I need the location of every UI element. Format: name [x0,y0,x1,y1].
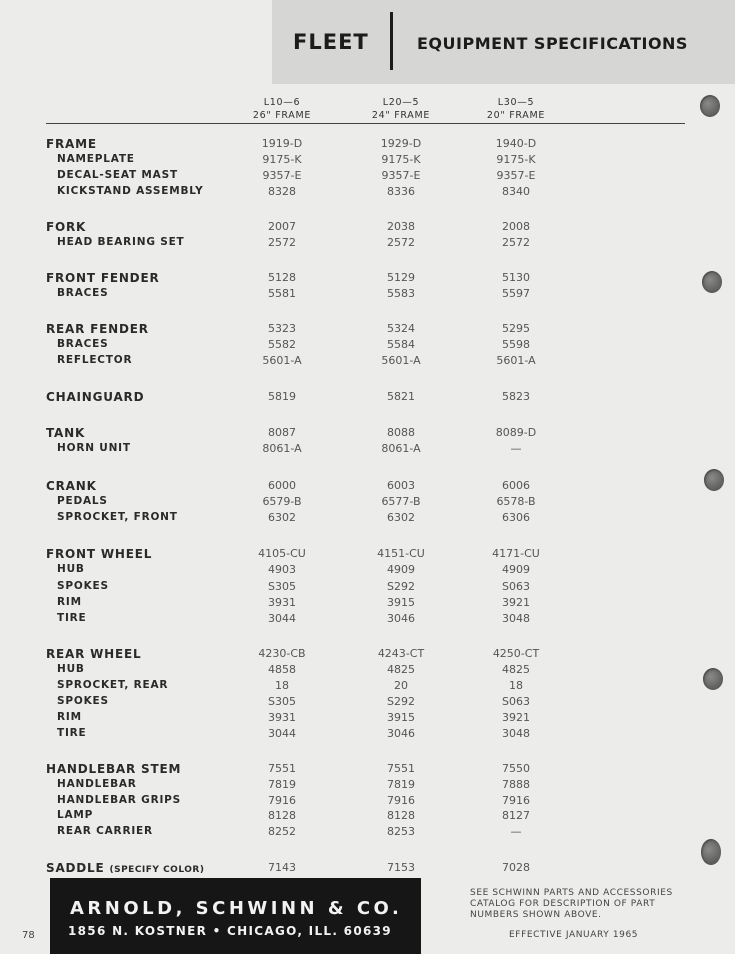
cell: 5128 [268,271,296,284]
cell: 3931 [268,711,296,724]
cell: 4243-CT [377,647,425,660]
row-label: CRANK [46,479,97,493]
cell: 9175-K [496,153,536,166]
cell: 7028 [502,861,530,874]
table-row [0,426,735,442]
cell: 3921 [502,711,530,724]
table-row [0,479,735,495]
cell: 2007 [268,220,296,233]
cell: S292 [387,695,415,708]
cell: S292 [387,580,415,593]
cell: 2572 [387,236,415,249]
cell: 9175-K [262,153,302,166]
cell: 3046 [387,727,415,740]
column-frame: 24" FRAME [371,110,431,121]
row-label: BRACES [57,338,109,350]
cell: 6003 [387,479,415,492]
binder-hole [702,271,722,293]
cell: 7153 [387,861,415,874]
row-label: FRONT FENDER [46,271,160,285]
cell: 8087 [268,426,296,439]
cell: 6577-B [381,495,421,508]
cell: 1919-D [261,137,303,150]
cell: 2572 [268,236,296,249]
cell: 7888 [502,778,530,791]
cell: 7916 [502,794,530,807]
cell: 6578-B [496,495,536,508]
row-label: TIRE [57,727,87,739]
column-header [461,96,571,122]
table-row [0,322,735,338]
cell: 7916 [387,794,415,807]
cell: 5129 [387,271,415,284]
cell: 3046 [387,612,415,625]
cell: 5323 [268,322,296,335]
table-row [0,511,735,527]
table-row [0,169,735,185]
cell: 5821 [387,390,415,403]
cell: 5601-A [381,354,421,367]
cell: 8328 [268,185,296,198]
cell: 9357-E [381,169,421,182]
row-label: KICKSTAND ASSEMBLY [57,185,204,197]
cell: — [510,825,522,838]
cell: 4151-CU [377,547,425,560]
cell: 6306 [502,511,530,524]
row-label: DECAL-SEAT MAST [57,169,178,181]
table-row [0,596,735,612]
page-number: 78 [22,930,35,941]
binder-hole [704,469,724,491]
row-label: REFLECTOR [57,354,133,366]
row-label: HUB [57,563,85,575]
cell: 7916 [268,794,296,807]
cell: 4909 [502,563,530,576]
row-label: HUB [57,663,85,675]
table-row [0,727,735,743]
table-row [0,236,735,252]
binder-hole [703,668,723,690]
row-label: LAMP [57,809,94,821]
row-label: FRAME [46,137,97,151]
cell: 5819 [268,390,296,403]
row-label: CHAINGUARD [46,390,145,404]
cell: S063 [502,695,530,708]
table-row [0,354,735,370]
cell: 3044 [268,612,296,625]
table-row [0,580,735,596]
row-label: TIRE [57,612,87,624]
cell: 4230-CB [258,647,306,660]
cell: 2008 [502,220,530,233]
effective-date: EFFECTIVE JANUARY 1965 [509,930,639,940]
table-row [0,338,735,354]
cell: 5601-A [262,354,302,367]
row-label: TANK [46,426,86,440]
catalog-note: SEE SCHWINN PARTS AND ACCESSORIES CATALOG FOR DESCRIPTION OF PART NUMBERS SHOWN ABOVE. [470,888,673,920]
column-model: L30—5 [497,97,535,108]
table-row [0,287,735,303]
cell: 6006 [502,479,530,492]
cell: 4909 [387,563,415,576]
cell: 4858 [268,663,296,676]
column-model: L10—6 [263,97,301,108]
cell: 7550 [502,762,530,775]
row-label: SPROCKET, REAR [57,679,169,691]
row-label: SPOKES [57,695,109,707]
cell: 4825 [502,663,530,676]
row-label: REAR WHEEL [46,647,142,661]
row-label: RIM [57,596,82,608]
column-frame: 20" FRAME [486,110,546,121]
table-row [0,495,735,511]
cell: 5295 [502,322,530,335]
brand-title: FLEET [293,30,369,54]
saddle-label: SADDLE [46,861,105,875]
cell: 8088 [387,426,415,439]
column-frame: 26" FRAME [252,110,312,121]
header-rule [46,123,685,124]
cell: 3048 [502,727,530,740]
cell: 7819 [268,778,296,791]
cell: 5598 [502,338,530,351]
company-address: 1856 N. KOSTNER • CHICAGO, ILL. 60639 [68,924,392,938]
cell: 5823 [502,390,530,403]
column-model: L20—5 [382,97,420,108]
cell: 8340 [502,185,530,198]
table-row [0,825,735,841]
row-label: HANDLEBAR [57,778,137,790]
company-footer-box [50,878,421,954]
row-label: PEDALS [57,495,108,507]
table-row [0,647,735,663]
table-row [0,547,735,563]
cell: 8252 [268,825,296,838]
row-label: SPROCKET, FRONT [57,511,178,523]
table-row [0,711,735,727]
cell: 2038 [387,220,415,233]
cell: 3915 [387,596,415,609]
table-row [0,695,735,711]
cell: 6302 [268,511,296,524]
binder-hole [701,839,721,865]
cell: 5601-A [496,354,536,367]
table-row [0,794,735,810]
table-row [0,563,735,579]
cell: S063 [502,580,530,593]
table-row [0,663,735,679]
cell: 3931 [268,596,296,609]
row-label: RIM [57,711,82,723]
cell: 9357-E [496,169,536,182]
cell: 3915 [387,711,415,724]
cell: 18 [275,679,289,692]
table-row [0,809,735,825]
cell: 4171-CU [492,547,540,560]
cell: 5324 [387,322,415,335]
table-row [0,390,735,406]
column-header [346,96,456,122]
cell: 5581 [268,287,296,300]
cell: 7143 [268,861,296,874]
table-row [0,778,735,794]
binder-hole [700,95,720,117]
row-label: FORK [46,220,87,234]
table-row [0,153,735,169]
cell: 1940-D [495,137,537,150]
cell: 4903 [268,563,296,576]
cell: 7819 [387,778,415,791]
cell: 8128 [387,809,415,822]
cell: 5583 [387,287,415,300]
cell: 9357-E [262,169,302,182]
cell: 8061-A [262,442,302,455]
cell: 5597 [502,287,530,300]
header-divider [390,12,393,70]
cell: 7551 [387,762,415,775]
cell: S305 [268,695,296,708]
cell: 1929-D [380,137,422,150]
table-row [0,220,735,236]
row-label: HEAD BEARING SET [57,236,185,248]
column-header [227,96,337,122]
page-title: EQUIPMENT SPECIFICATIONS [417,34,688,53]
cell: — [510,442,522,455]
table-row [0,679,735,695]
cell: 20 [394,679,408,692]
cell: 8336 [387,185,415,198]
cell: 9175-K [381,153,421,166]
cell: 5582 [268,338,296,351]
row-label: FRONT WHEEL [46,547,153,561]
cell: 4105-CU [258,547,306,560]
cell: 4825 [387,663,415,676]
row-label: HORN UNIT [57,442,131,454]
cell: 4250-CT [492,647,540,660]
row-label [46,861,204,875]
cell: 6579-B [262,495,302,508]
cell: 6000 [268,479,296,492]
cell: 5584 [387,338,415,351]
cell: 3921 [502,596,530,609]
row-label: BRACES [57,287,109,299]
table-row [0,271,735,287]
cell: 3048 [502,612,530,625]
row-label: REAR CARRIER [57,825,153,837]
row-label: SPOKES [57,580,109,592]
cell: 2572 [502,236,530,249]
row-label: HANDLEBAR GRIPS [57,794,182,806]
cell: 8127 [502,809,530,822]
cell: 6302 [387,511,415,524]
saddle-note: (SPECIFY COLOR) [109,865,205,875]
table-row [0,185,735,201]
table-row [0,861,735,877]
table-row [0,612,735,628]
cell: 3044 [268,727,296,740]
cell: 8061-A [381,442,421,455]
row-label: HANDLEBAR STEM [46,762,182,776]
company-name: ARNOLD, SCHWINN & CO. [70,898,403,919]
cell: 18 [509,679,523,692]
cell: 7551 [268,762,296,775]
table-row [0,762,735,778]
table-row [0,137,735,153]
cell: 8089-D [495,426,537,439]
cell: 5130 [502,271,530,284]
cell: 8128 [268,809,296,822]
table-row [0,442,735,458]
row-label: NAMEPLATE [57,153,135,165]
cell: 8253 [387,825,415,838]
cell: S305 [268,580,296,593]
row-label: REAR FENDER [46,322,149,336]
